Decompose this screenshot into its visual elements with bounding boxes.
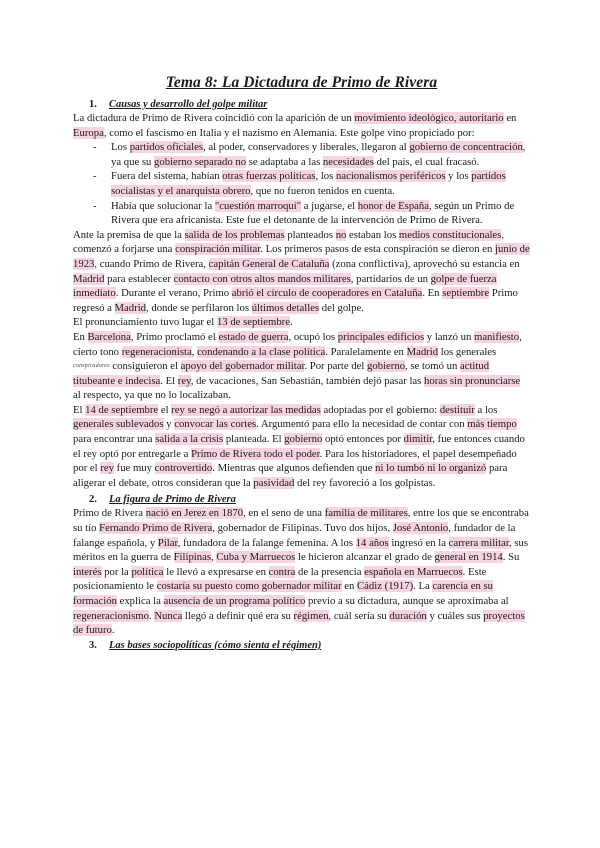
text-run: del rey favoreció a los golpistas.: [294, 476, 436, 489]
text-run: Había que solucionar la: [111, 199, 215, 212]
highlighted-text: pasividad: [253, 476, 295, 489]
page-title: Tema 8: La Dictadura de Primo de Rivera: [165, 74, 438, 91]
highlighted-text: proyectos de futuro: [73, 609, 525, 637]
text-run: y lanzó un: [424, 330, 474, 343]
highlighted-text: Cuba y Marruecos: [216, 551, 296, 564]
highlighted-text: interés: [73, 565, 102, 578]
text-run: , según un Primo de Rivera que era africanista. Este fue el detonante de la intervención de Primo de Rivera.: [111, 199, 515, 227]
highlighted-text: convocar las cortes: [174, 418, 257, 431]
highlighted-text: política: [131, 565, 164, 578]
highlighted-text: Filipinas: [173, 551, 212, 564]
highlighted-text: general en 1914: [434, 551, 503, 564]
text-run: , de vacaciones, San Sebastián, también dejó pasar las: [190, 374, 424, 387]
highlighted-text: abrió el círculo de cooperadores en Cataluña: [231, 287, 423, 300]
text-run: , fue entonces cuando el rey optó por entregarle a: [73, 433, 525, 460]
text-run: , como el fascismo en Italia y el nazismo en Alemania. Este golpe vino propiciado por:: [103, 126, 475, 139]
highlighted-text: apoyo del gobernador militar: [180, 360, 305, 373]
highlighted-text: nació en Jerez en 1870: [145, 507, 244, 520]
text-run: fue muy: [113, 462, 155, 475]
highlighted-text: necesidades: [322, 155, 374, 168]
highlighted-text: contra: [268, 565, 296, 578]
text-run: , ocupó los: [288, 330, 338, 343]
text-run: , entre los que se encontraba su tío: [73, 507, 529, 535]
highlighted-text: manifiesto: [474, 330, 520, 343]
text-run: explica la: [116, 595, 164, 607]
text-run: . Los primeros pasos de esta conspiración se dieron en: [260, 243, 496, 256]
text-run: , que no fueron tenidos en cuenta.: [250, 184, 395, 197]
text-run: a los: [474, 403, 498, 416]
highlighted-text: ausencia de un programa político: [163, 595, 306, 607]
paragraph-part: [73, 331, 522, 358]
handwritten-annotation: conspiradores: [73, 363, 110, 370]
text-run: le hicieron alcanzar el grado de: [295, 551, 435, 564]
highlighted-text: no: [335, 228, 347, 241]
text-run: el: [158, 403, 172, 416]
text-run: . Mientras que algunos defienden que: [212, 462, 376, 475]
paragraph: [73, 315, 530, 330]
text-run: Fuera del sistema, habían: [111, 170, 223, 183]
text-run: en: [503, 112, 517, 124]
text-run: Ante la premisa de que la: [73, 228, 185, 241]
highlighted-text: destituir: [439, 403, 475, 416]
paragraph: [73, 506, 530, 637]
text-run: optó entonces por: [322, 433, 404, 446]
text-run: ,: [191, 345, 198, 358]
section-number: 2.: [89, 494, 97, 506]
text-run: . Durante el verano, Primo: [115, 287, 232, 300]
text-run: y: [163, 418, 175, 431]
text-run: .: [111, 624, 115, 637]
paragraph: [73, 111, 530, 140]
highlighted-text: rey: [177, 374, 191, 387]
text-run: Los: [111, 141, 130, 154]
text-run: Primo de Rivera: [73, 507, 146, 520]
highlighted-text: regeneracionista: [121, 345, 192, 358]
highlighted-text: 14 años: [355, 536, 389, 549]
highlighted-text: movimiento ideológico, autoritario: [354, 112, 504, 124]
text-run: previo a su dictadura, aunque se aproximaba al: [305, 595, 509, 607]
text-run: para establecer: [104, 272, 174, 285]
text-run: , fundador de la falange española, y: [73, 522, 516, 549]
paragraph-part: [73, 360, 520, 401]
text-run: (zona conflictiva), aprovechó su estancia en: [329, 257, 520, 270]
section-title: La figura de Primo de Rivera: [109, 494, 236, 506]
text-run: , se tomó un: [405, 360, 460, 373]
highlighted-text: honor de España: [357, 199, 429, 212]
highlighted-text: carencia en su formación: [73, 580, 493, 607]
highlighted-text: Barcelona: [87, 330, 131, 343]
text-run: El: [73, 403, 86, 416]
highlighted-text: Fernando Primo de Rivera: [99, 522, 213, 535]
text-run: . La: [413, 580, 433, 593]
text-run: Primo regresó a: [73, 287, 518, 314]
list-item: [73, 169, 530, 198]
text-run: .: [289, 316, 293, 329]
highlighted-text: dimitir: [403, 433, 433, 446]
highlighted-text: partidos oficiales: [129, 141, 204, 154]
text-run: , donde se perfilaron los: [146, 301, 252, 314]
highlighted-text: nacionalismos periféricos: [335, 170, 446, 183]
text-run: . Para los historiadores, el papel desempeñado por el: [73, 447, 517, 475]
text-run: se adaptaba a las: [246, 155, 323, 168]
highlighted-text: ni lo tumbó ni lo organizó: [375, 462, 487, 475]
section-number: 3.: [89, 639, 97, 651]
text-run: , gobernador de Filipinas. Tuvo dos hijos,: [212, 522, 393, 535]
text-run: . El: [160, 374, 178, 387]
highlighted-text: condenando a la clase política: [197, 345, 326, 358]
text-run: , partidarios de un: [350, 272, 431, 285]
text-run: para aligerar el debate, otros consideran que la: [73, 462, 508, 489]
highlighted-text: junio de 1923: [73, 243, 530, 270]
text-run: en: [341, 580, 358, 593]
text-run: llegó a definir qué era su: [182, 609, 294, 622]
text-run: le llevó a expresarse en: [163, 565, 269, 578]
text-run: . Su: [502, 551, 520, 564]
text-run: , sus méritos en la guerra de: [73, 536, 529, 564]
highlighted-text: salida a la crisis: [155, 433, 224, 446]
text-run: a jugarse, el: [301, 199, 358, 212]
text-run: planteados: [284, 228, 336, 241]
text-run: del país, el cual fracasó.: [373, 155, 480, 168]
text-run: , en el seno de una: [243, 507, 325, 520]
highlighted-text: conspiración militar: [175, 243, 261, 256]
section-number: 1.: [89, 99, 97, 110]
highlighted-text: rey: [100, 462, 114, 475]
text-run: y cuáles sus: [426, 609, 484, 622]
highlighted-text: horas sin pronunciarse: [424, 374, 521, 387]
highlighted-text: partidos socialistas y el anarquista obrero: [111, 170, 506, 197]
text-run: En: [73, 330, 88, 343]
highlighted-text: salida de los problemas: [184, 228, 285, 241]
highlighted-text: régimen: [293, 609, 329, 622]
highlighted-text: Europa: [73, 126, 104, 139]
text-run: adoptadas por el gobierno:: [320, 403, 440, 416]
highlighted-text: gobierno: [284, 433, 323, 446]
highlighted-text: capitán General de Cataluña: [208, 257, 330, 270]
highlighted-text: controvertido: [154, 462, 213, 475]
text-run: ,: [211, 551, 217, 564]
section-title: Causas y desarrollo del golpe militar: [109, 99, 268, 110]
text-run: los generales: [438, 345, 497, 358]
text-run: por la: [101, 565, 132, 578]
section-heading-2: [89, 493, 530, 506]
text-run: , cierto tono: [73, 330, 522, 358]
highlighted-text: Madrid: [406, 345, 439, 358]
section-heading-3: [89, 639, 530, 652]
text-run: . Paralelamente en: [325, 345, 407, 358]
highlighted-text: contacto con otros altos mandos militares: [173, 272, 351, 285]
highlighted-text: Cádiz (1917): [357, 580, 414, 593]
highlighted-text: Madrid: [73, 272, 105, 285]
text-run: planteada. El: [223, 433, 285, 446]
highlighted-text: duración: [389, 609, 427, 622]
highlighted-text: septiembre: [442, 287, 490, 300]
text-run: , comenzó a forjarse una: [73, 228, 504, 256]
text-run: El pronunciamiento tuvo lugar el: [73, 316, 217, 329]
section-title: Las bases sociopolíticas (cómo sienta el régimen): [109, 639, 322, 651]
highlighted-text: 13 de septiembre: [216, 316, 290, 329]
highlighted-text: carrera militar: [448, 536, 509, 549]
highlighted-text: actitud titubeante e indecisa: [73, 360, 490, 387]
text-run: , cuál sería su: [328, 609, 390, 622]
text-run: . Argumentó para ello la necesidad de contar con: [256, 418, 468, 431]
text-run: de la presencia: [295, 565, 365, 578]
highlighted-text: costaría su puesto como gobernador militar: [156, 580, 342, 593]
highlighted-text: generales sublevados: [73, 418, 164, 431]
highlighted-text: principales edificios: [337, 330, 425, 343]
highlighted-text: gobierno de concentración: [409, 141, 523, 154]
text-run: , fundadora de la falange femenina. A los: [177, 536, 356, 549]
list-item: [73, 140, 530, 169]
paragraph: [73, 228, 530, 316]
text-run: .: [148, 609, 155, 622]
section-heading-1: [89, 98, 530, 111]
text-run: al respecto, ya que no lo localizaban.: [73, 389, 231, 402]
text-run: para encontrar una: [73, 433, 156, 446]
highlighted-text: Pilar: [157, 536, 178, 549]
highlighted-text: Nunca: [154, 609, 183, 622]
highlighted-text: otras fuerzas políticas: [222, 170, 316, 183]
text-run: . Por parte del: [304, 360, 368, 373]
highlighted-text: regeneracionismo: [73, 609, 149, 622]
highlighted-text: "cuestión marroquí": [214, 199, 302, 212]
highlighted-text: rey se negó a autorizar las medidas: [171, 403, 321, 416]
highlighted-text: últimos detalles: [251, 301, 320, 314]
text-run: , los: [315, 170, 336, 183]
highlighted-text: José Antonio: [392, 522, 449, 535]
text-run: , ya que su: [111, 141, 526, 168]
text-run: ingresó en la: [388, 536, 449, 549]
text-run: estaban los: [346, 228, 399, 241]
highlighted-text: Madrid: [114, 301, 147, 314]
highlighted-text: golpe de fuerza inmediato: [73, 272, 497, 300]
text-run: y los: [445, 170, 472, 183]
highlighted-text: medios constitucionales: [398, 228, 502, 241]
highlighted-text: gobierno separado no: [154, 155, 247, 168]
text-run: consiguieron el: [109, 360, 181, 373]
list-item: [73, 199, 530, 228]
text-run: , cuando Primo de Rivera,: [94, 257, 209, 270]
paragraph: [73, 330, 530, 403]
text-run: , Primo proclamó el: [130, 330, 219, 343]
text-run: . Este posicionamiento le: [73, 565, 487, 593]
text-run: . En: [422, 287, 443, 300]
highlighted-text: familia de militares: [324, 507, 408, 520]
highlighted-text: Primo de Rivera todo el poder: [191, 447, 320, 460]
text-run: , al poder, conservadores y liberales, llegaron al: [203, 141, 410, 154]
highlighted-text: estado de guerra: [218, 330, 289, 343]
text-run: del golpe.: [319, 301, 364, 314]
highlighted-text: gobierno: [367, 360, 406, 373]
highlighted-text: española en Marruecos: [364, 565, 463, 578]
text-run: La dictadura de Primo de Rivera coincidió con la aparición de un: [73, 112, 355, 124]
highlighted-text: más tiempo: [467, 418, 517, 431]
paragraph: [73, 403, 530, 491]
highlighted-text: 14 de septiembre: [85, 403, 159, 416]
bullet-list: [73, 140, 530, 228]
